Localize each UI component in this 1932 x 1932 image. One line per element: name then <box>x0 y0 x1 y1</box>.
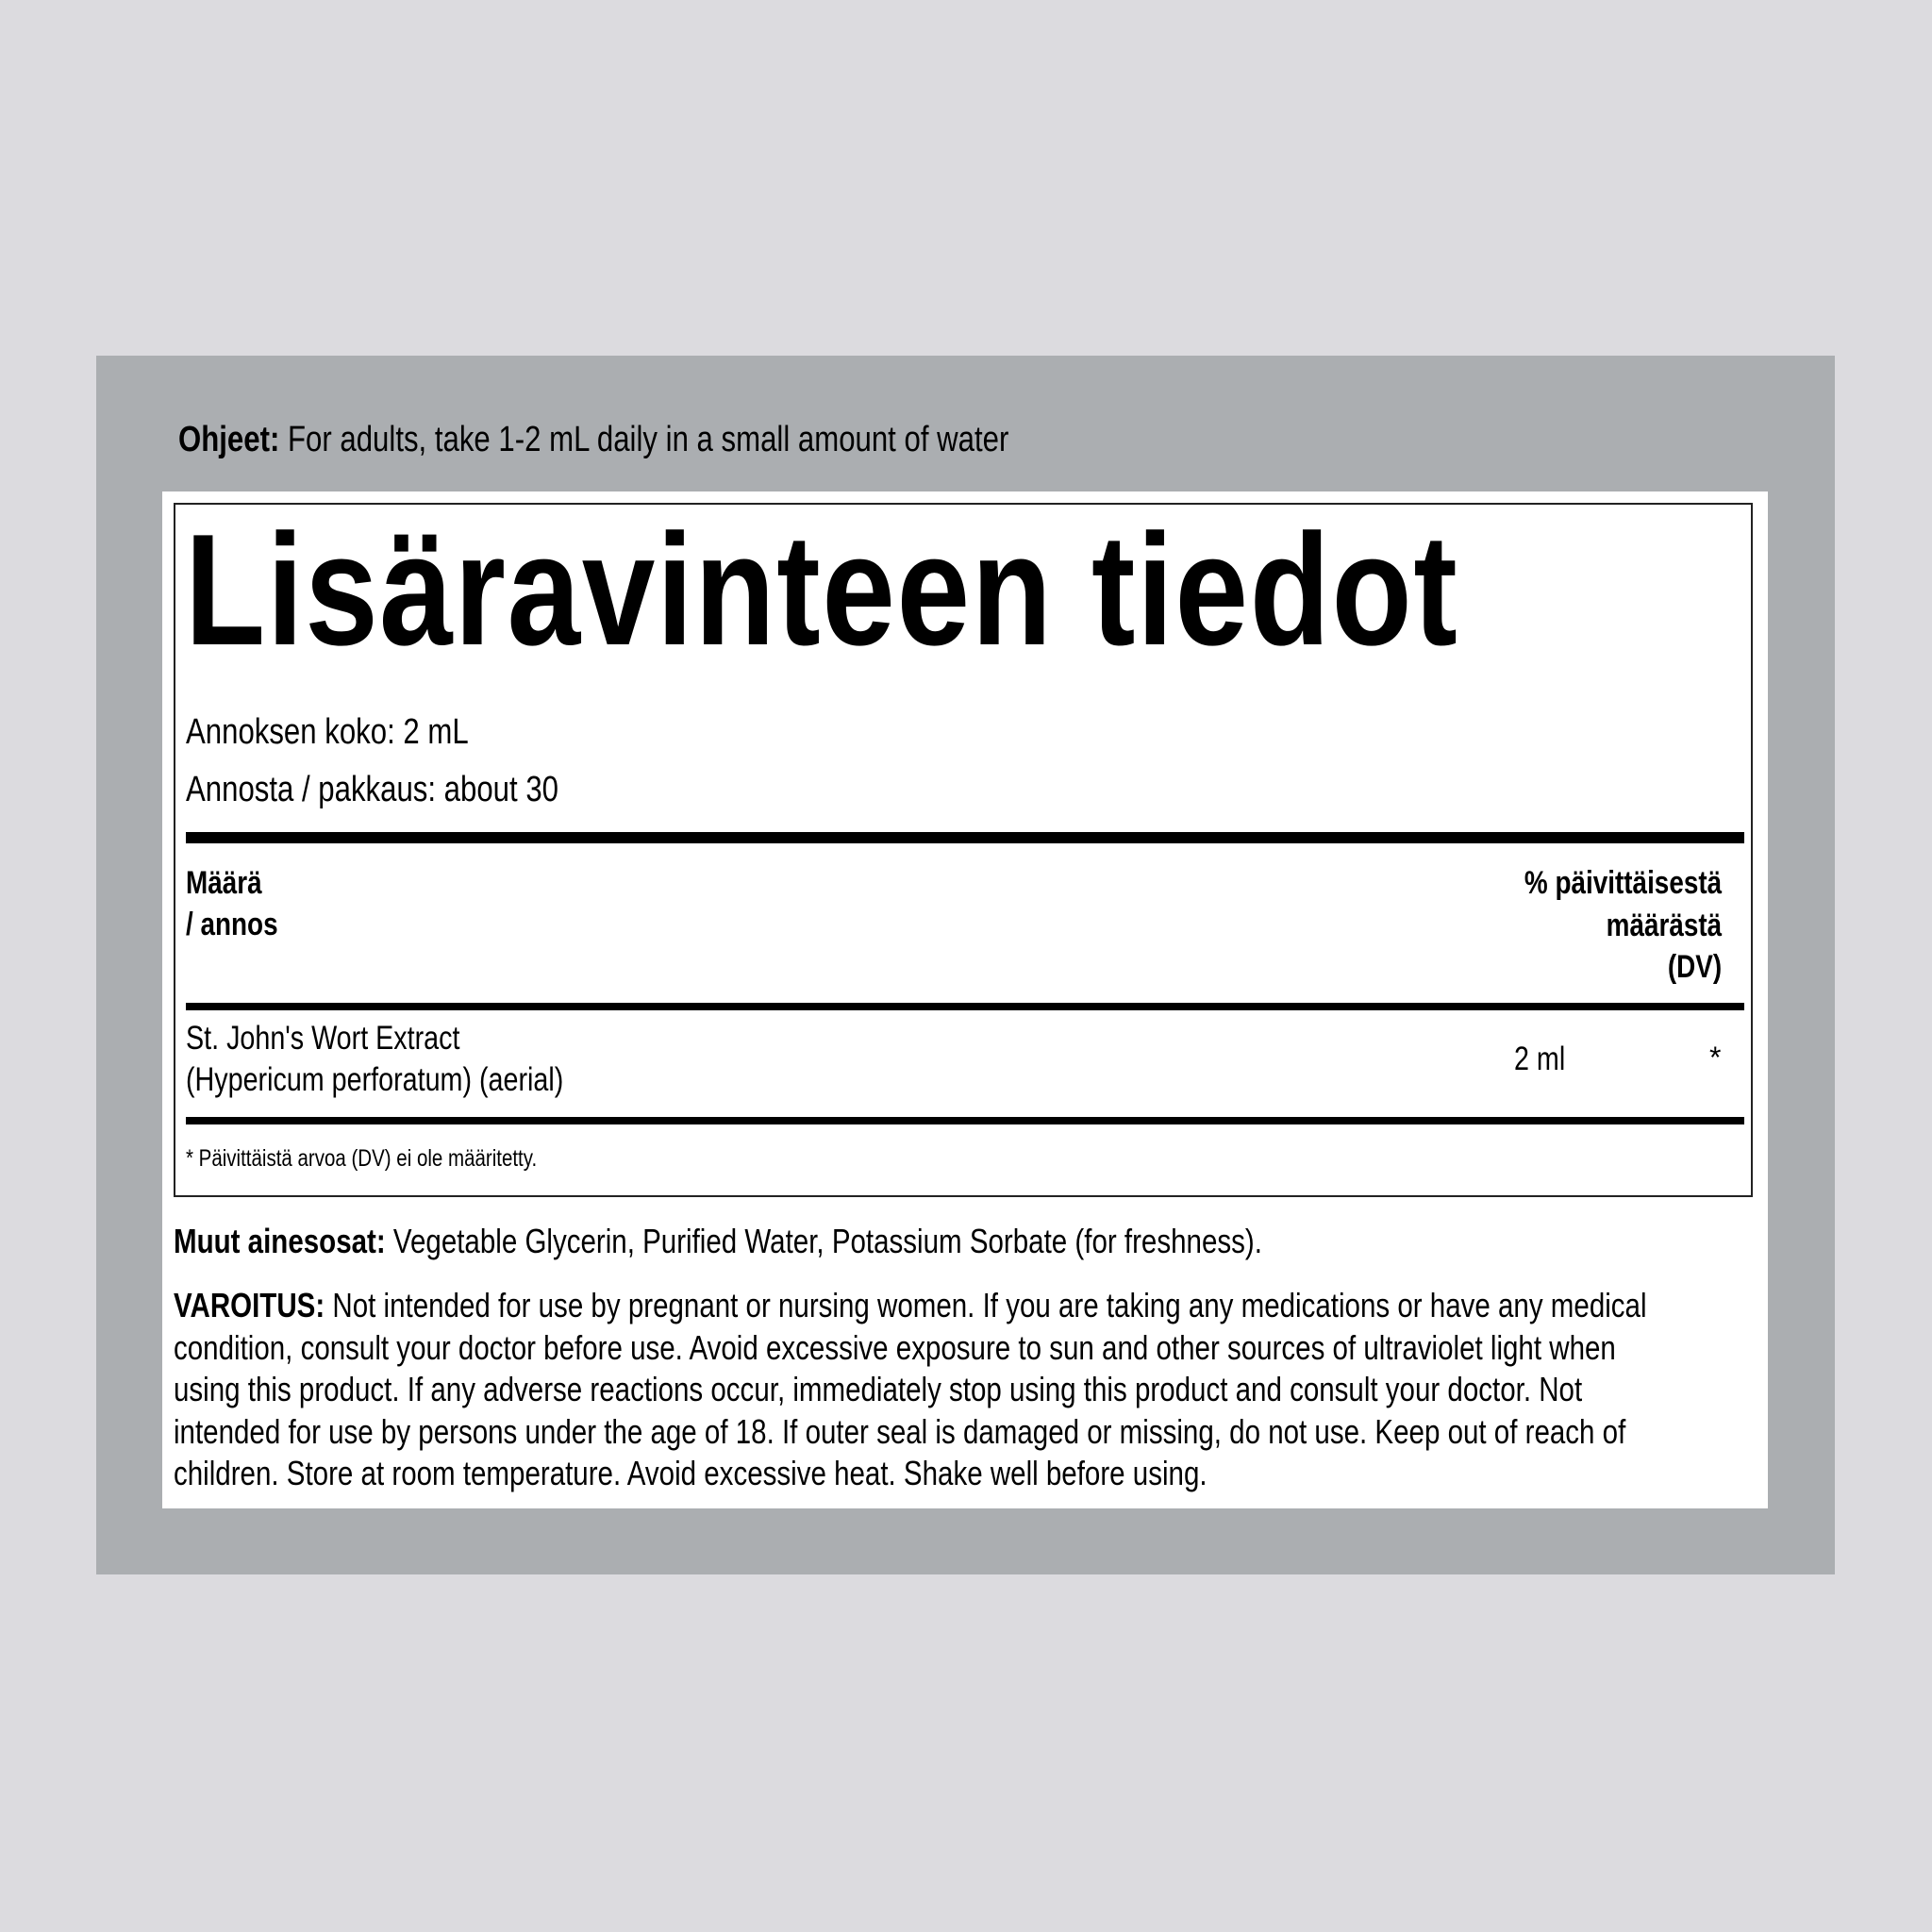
other-ingredients-label: Muut ainesosat: <box>174 1222 386 1260</box>
directions-text: For adults, take 1-2 mL daily in a small amount of water <box>288 420 1009 459</box>
header-daily-value <box>1524 862 1722 989</box>
header-dv-line: % päivittäisestä <box>1524 865 1722 901</box>
ingredient-name-line: St. John's Wort Extract <box>186 1020 460 1057</box>
header-dv-line: (DV) <box>1667 949 1722 985</box>
other-ingredients <box>174 1221 1262 1262</box>
warning-line: condition, consult your doctor before use. Avoid excessive exposure to sun and other sources of ultraviolet light when <box>174 1327 1616 1367</box>
serving-size: Annoksen koko: 2 mL <box>186 712 469 752</box>
directions-label: Ohjeet: <box>178 420 280 459</box>
divider-medium <box>186 1117 1744 1124</box>
header-dv-line: määrästä <box>1606 907 1722 943</box>
warning-line: Not intended for use by pregnant or nursing women. If you are taking any medications or have any medical <box>332 1286 1647 1324</box>
directions <box>178 419 1008 460</box>
ingredient-name-line: (Hypericum perforatum) (aerial) <box>186 1061 564 1098</box>
ingredient-name <box>186 1018 563 1101</box>
ingredient-dv: * <box>1709 1041 1722 1074</box>
warning-label: VAROITUS: <box>174 1286 325 1324</box>
servings-per-container: Annosta / pakkaus: about 30 <box>186 770 558 809</box>
header-amount-line: / annos <box>186 907 278 942</box>
footnote: * Päivittäistä arvoa (DV) ei ole määritetty. <box>186 1145 538 1172</box>
header-amount-line: Määrä <box>186 865 262 901</box>
ingredient-amount: 2 ml <box>1514 1041 1566 1077</box>
header-amount <box>186 862 278 945</box>
warning <box>174 1285 1647 1495</box>
warning-line: using this product. If any adverse reactions occur, immediately stop using this product and consult your doctor. Not <box>174 1370 1583 1408</box>
divider-thick <box>186 832 1744 843</box>
warning-line: children. Store at room temperature. Avoid excessive heat. Shake well before using. <box>174 1454 1208 1492</box>
divider-medium <box>186 1003 1744 1010</box>
other-ingredients-text: Vegetable Glycerin, Purified Water, Potassium Sorbate (for freshness). <box>392 1222 1262 1260</box>
page-title: Lisäravinteen tiedot <box>185 501 1459 678</box>
warning-line: intended for use by persons under the age of 18. If outer seal is damaged or missing, do not use. Keep out of reach of <box>174 1411 1626 1451</box>
